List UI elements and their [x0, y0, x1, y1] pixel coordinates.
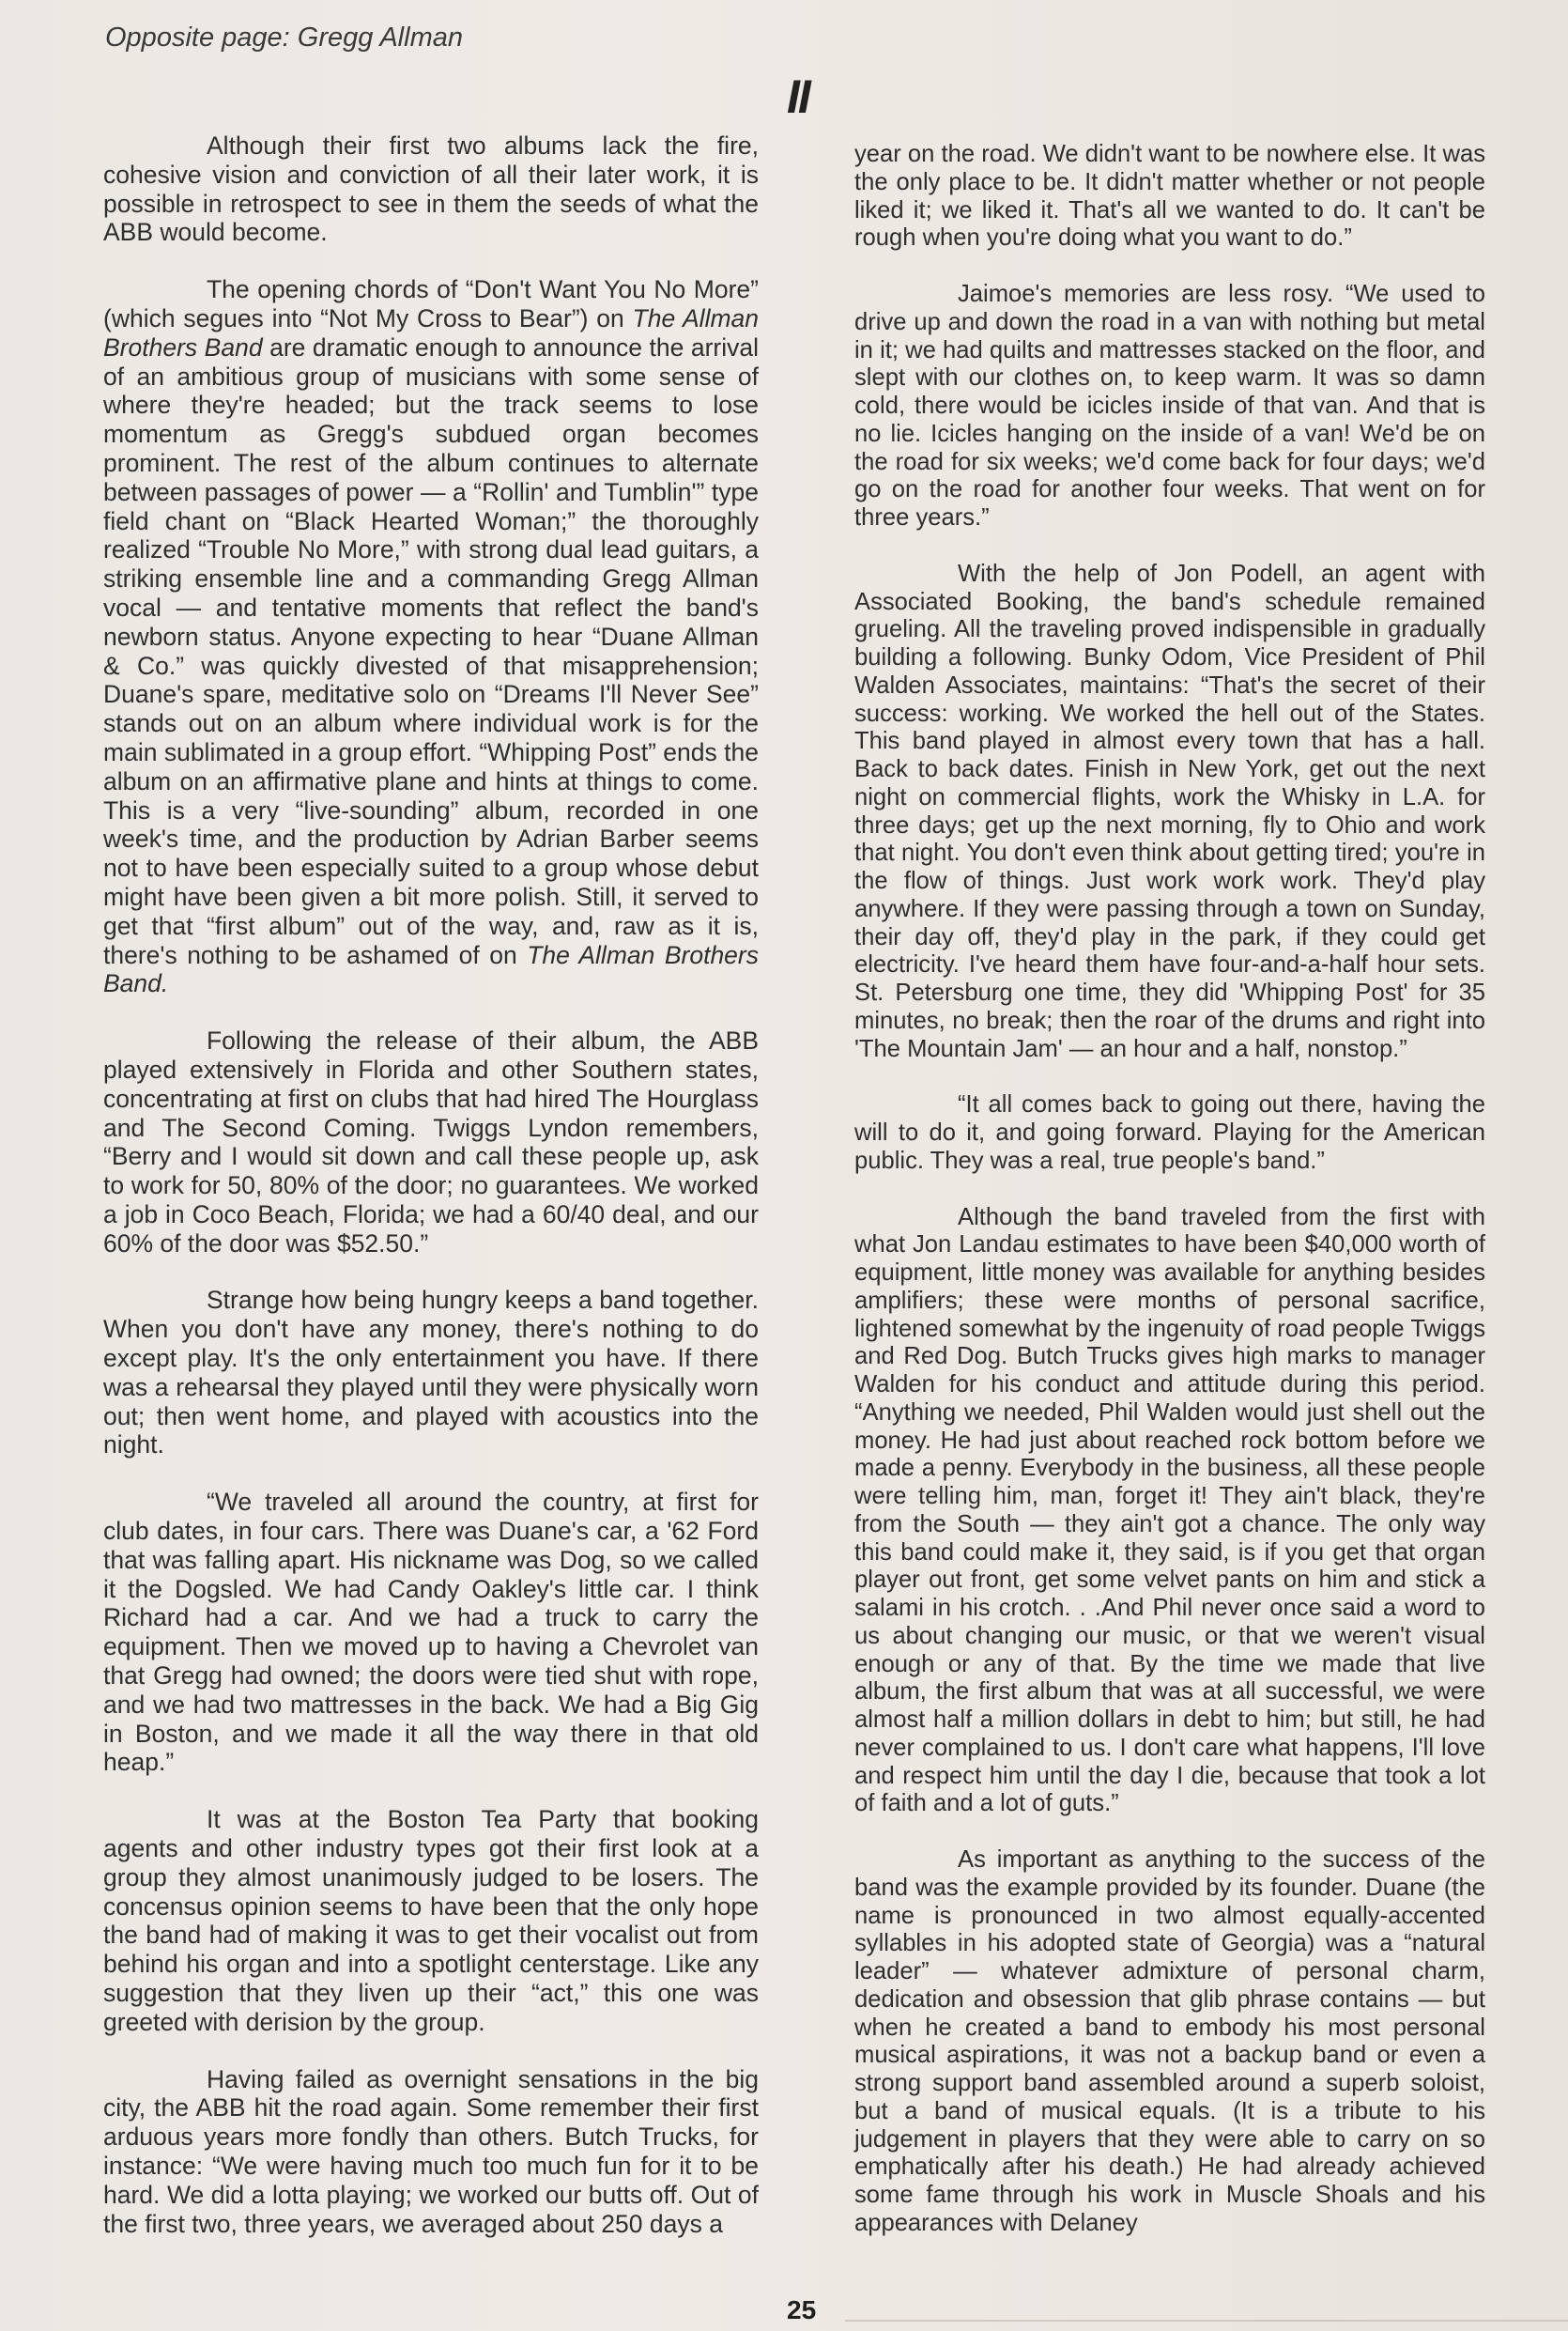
- paragraph: It was at the Boston Tea Party that booking agents and other industry types got their first look at a group they almost unanimously judged to be losers. The concensus opinion seems to have been that the only hope the band had of making it was to get their vocalist out from behind his organ and into a spotlight centerstage. Like any suggestion that they liven up their “act,” this one was greeted with derision by the group.: [103, 1805, 759, 2036]
- paragraph: Following the release of their album, the ABB played extensively in Florida and other Southern states, concentrating at first on clubs that had hired The Hourglass and The Second Coming. Twiggs Lyndon remembers, “Berry and I would sit down and call these people up, ask to work for 50, 80% of the door; no guarantees. We worked a job in Coco Beach, Florida; we had a 60/40 deal, and our 60% of the door was $52.50.”: [103, 1027, 759, 1258]
- paragraph: As important as anything to the success of the band was the example provided by its founder. Duane (the name is pronounced in two almost equally-accented syllables in his adopted state of Georgia) was a “natural leader” — whatever admixture of personal charm, dedication and obsession that glib phrase contains — but when he created a band to embody his most personal musical aspirations, it was not a backup band or even a strong support band assembled around a superb soloist, but a band of musical equals. (It is a tribute to his judgement in players that they were able to carry on so emphatically after his death.) He had already achieved some fame through his work in Muscle Shoals and his appearances with Delaney: [854, 1846, 1485, 2236]
- paragraph: Although the band traveled from the first with what Jon Landau estimates to have been $40,000 worth of equipment, little money was available for anything besides amplifiers; these were months of personal sacrifice, lightened somewhat by the ingenuity of road people Twiggs and Red Dog. Butch Trucks gives high marks to manager Walden for his conduct and attitude during this period. “Anything we needed, Phil Walden would just shell out the money. He had just about reached rock bottom before we made a penny. Everybody in the business, all these people were telling him, man, forget it! They ain't black, they're from the South — they ain't got a chance. The only way this band could make it, they said, is if you get that organ player out front, get some velvet pants on him and stick a salami in his crotch. . .And Phil never once said a word to us about changing our music, or that we weren't visual enough or any of that. By the time we made that live album, the first album that was at all successful, we were almost half a million dollars in debt to him; but still, he had never complained to us. I don't care what happens, I'll love and respect him until the day I die, because that took a lot of faith and a lot of guts.”: [854, 1203, 1485, 1817]
- left-column: [103, 131, 759, 2266]
- page-number: 25: [787, 2295, 817, 2324]
- album-title: The Allman Brothers Band.: [103, 940, 760, 998]
- paragraph: Jaimoe's memories are less rosy. “We used to drive up and down the road in a van with nothing but metal in it; we had quilts and mattresses stacked on the floor, and slept with our clothes on, to keep warm. It was so damn cold, there would be icicles inside of that van. And that is no lie. Icicles hanging on the inside of a van! We'd be on the road for six weeks; we'd come back for four days; we'd go on the road for another four weeks. That went on for three years.”: [854, 281, 1485, 531]
- album-title: The Allman Brothers Band: [103, 303, 760, 362]
- paragraph: Having failed as overnight sensations in the big city, the ABB hit the road again. Some remember their first arduous years more fondly than others. Butch Trucks, for instance: “We were having much too much fun for it to be hard. We did a lotta playing; we worked our butts off. Out of the first two, three years, we averaged about 250 days a: [103, 2064, 759, 2238]
- paragraph: “It all comes back to going out there, having the will to do it, and going forward. Playing for the American public. They was a real, true people's band.”: [854, 1091, 1485, 1174]
- paragraph: Although their first two albums lack the fire, cohesive vision and conviction of all their later work, it is possible in retrospect to see in them the seeds of what the ABB would become.: [103, 131, 759, 247]
- paragraph: “We traveled all around the country, at first for club dates, in four cars. There was Duane's car, a '62 Ford that was falling apart. His nickname was Dog, so we called it the Dogsled. We had Candy Oakley's little car. I think Richard had a car. And we had a truck to carry the equipment. Then we moved up to having a Chevrolet van that Gregg had owned; the doors were tied shut with rope, and we had two mattresses in the back. We had a Big Gig in Boston, and we made it all the way there in that old heap.”: [103, 1488, 759, 1777]
- paragraph: Strange how being hungry keeps a band together. When you don't have any money, there's nothing to do except play. It's the only entertainment you have. If there was a rehearsal they played until they were physically worn out; then went home, and played with acoustics into the night.: [103, 1286, 759, 1459]
- paragraph: The opening chords of “Don't Want You No More” (which segues into “Not My Cross to Bear”) on The Allman Brothers Band are dramatic enough to announce the arrival of an ambitious group of musicians with some sense of where they're headed; but the track seems to lose momentum as Gregg's subdued organ becomes prominent. The rest of the album continues to alternate between passages of power — a “Rollin' and Tumblin'” type field chant on “Black Hearted Woman;” the thoroughly realized “Trouble No More,” with strong dual lead guitars, a striking ensemble line and a commanding Gregg Allman vocal — and tentative moments that reflect the band's newborn status. Anyone expecting to hear “Duane Allman & Co.” was quickly divested of that misapprehension; Duane's spare, meditative solo on “Dreams I'll Never See” stands out on an album where individual work is for the main sublimated in a group effort. “Whipping Post” ends the album on an affirmative plane and hints at things to come. This is a very “live-sounding” album, recorded in one week's time, and the production by Adrian Barber seems not to have been especially suited to a group whose debut might have been given a bit more polish. Still, it served to get that “first album” out of the way, and, raw as it is, there's nothing to be ashamed of on The Allman Brothers Band.: [103, 275, 760, 998]
- paragraph: With the help of Jon Podell, an agent with Associated Booking, the band's schedule remained grueling. All the traveling proved indispensible in gradually building a following. Bunky Odom, Vice President of Phil Walden Associates, maintains: “That's the secret of their success: working. We worked the hell out of the States. This band played in almost every town that has a hall. Back to back dates. Finish in New York, get out the next night on commercial flights, work the Whisky in L.A. for three days; get up the next morning, fly to Ohio and work that night. You don't even think about getting tired; you're in the flow of things. Just work work work. They'd play anywhere. If they were passing through a town on Sunday, their day off, they'd play in the park, if they could get electricity. I've heard them have four-and-a-half hour sets. St. Petersburg one time, they did 'Whipping Post' for 35 minutes, no break; then the roar of the drums and right into 'The Mountain Jam' — an hour and a half, nonstop.”: [854, 560, 1485, 1062]
- section-number: II: [787, 70, 809, 123]
- right-column: [854, 141, 1485, 2266]
- divider: [845, 2320, 1568, 2322]
- photo-caption: Opposite page: Gregg Allman: [105, 23, 463, 53]
- paragraph: year on the road. We didn't want to be nowhere else. It was the only place to be. It didn't matter whether or not people liked it; we liked it. That's all we wanted to do. It can't be rough when you're doing what you want to do.”: [854, 141, 1485, 252]
